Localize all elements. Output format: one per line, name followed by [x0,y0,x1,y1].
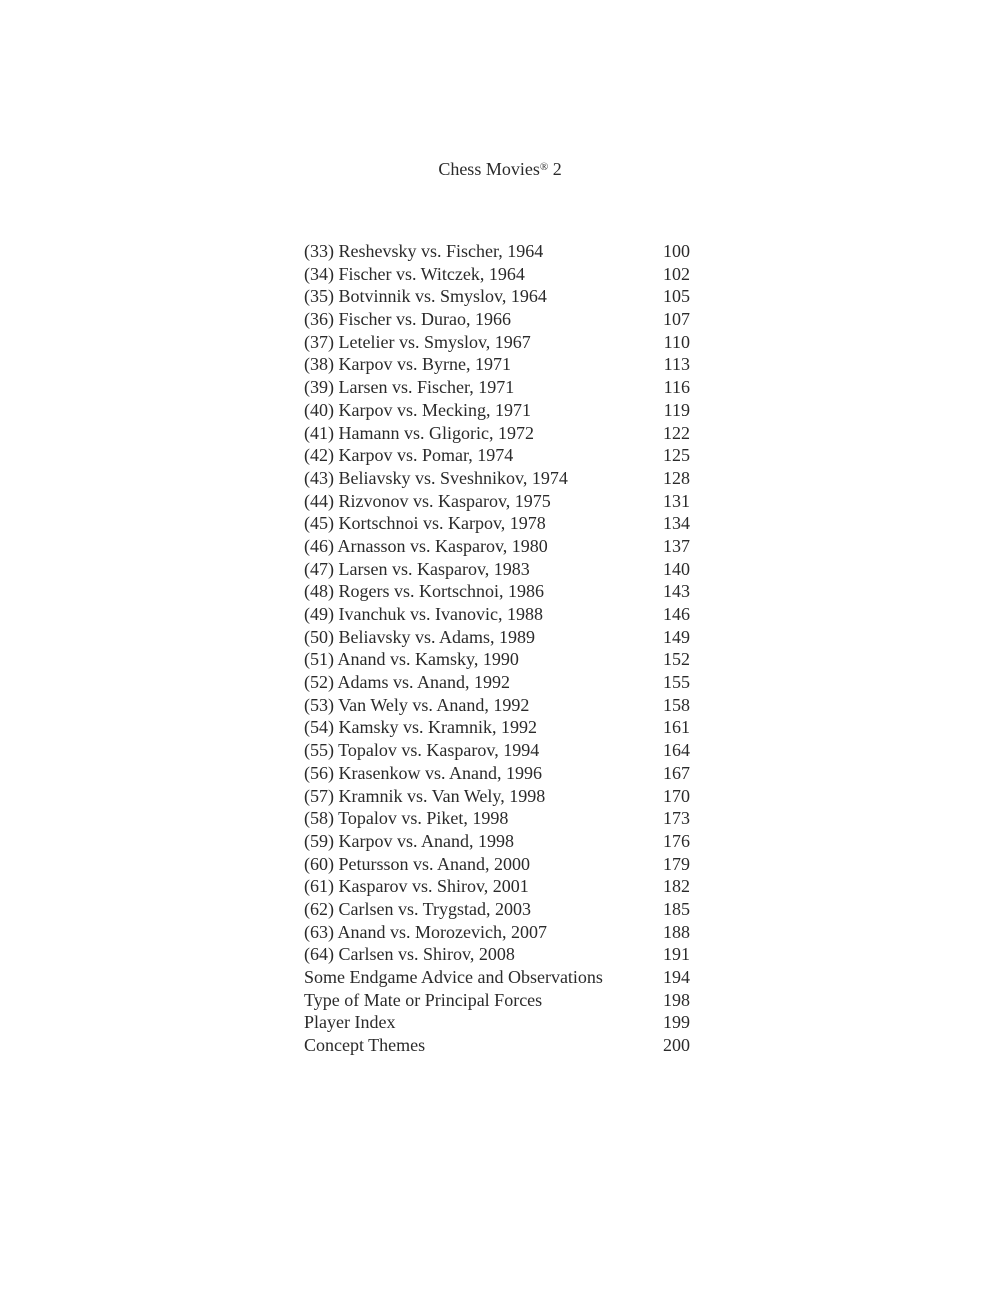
toc-entry-page: 167 [663,762,690,783]
toc-entry-title: (56) Krasenkow vs. Anand, 1996 [304,762,542,783]
toc-entry [304,1034,690,1057]
toc-entry [304,898,690,921]
toc-entry-page: 199 [663,1012,690,1033]
toc-entry-title: (54) Kamsky vs. Kramnik, 1992 [304,717,537,738]
toc-entry-page: 110 [663,331,690,352]
toc-entry-title: (41) Hamann vs. Gligoric, 1972 [304,422,534,443]
toc-entry [304,648,690,671]
toc-entry-page: 182 [663,876,690,897]
toc-entry-title: (48) Rogers vs. Kortschnoi, 1986 [304,581,544,602]
toc-entry [304,943,690,966]
toc-entry-page: 125 [663,445,690,466]
toc-entry-title: (57) Kramnik vs. Van Wely, 1998 [304,785,546,806]
toc-entry-page: 164 [663,740,690,761]
toc-entry [304,694,690,717]
toc-entry-page: 149 [663,626,690,647]
toc-entry-page: 191 [663,944,690,965]
toc-entry-page: 179 [663,853,690,874]
toc-entry [304,921,690,944]
toc-entry [304,739,690,762]
toc-entry-title: (59) Karpov vs. Anand, 1998 [304,830,514,851]
toc-entry-title: Concept Themes [304,1035,426,1056]
toc-entry-title: (61) Kasparov vs. Shirov, 2001 [304,876,529,897]
toc-entry-title: (39) Larsen vs. Fischer, 1971 [304,377,515,398]
toc-entry-page: 200 [663,1035,690,1056]
toc-entry-title: (63) Anand vs. Morozevich, 2007 [304,921,547,942]
registered-mark: ® [539,161,549,173]
toc-entry [304,353,690,376]
toc-entry-page: 155 [663,672,690,693]
toc-entry [304,535,690,558]
toc-entry-title: (33) Reshevsky vs. Fischer, 1964 [304,241,544,261]
toc-entry-page: 188 [663,921,690,942]
toc-entry [304,1011,690,1034]
toc-entry-page: 185 [663,898,690,919]
toc-entry-title: (46) Arnasson vs. Kasparov, 1980 [304,535,548,556]
toc-entry [304,875,690,898]
toc-entry-title: Type of Mate or Principal Forces [304,989,543,1010]
toc-entry [304,671,690,694]
toc-entry-title: (53) Van Wely vs. Anand, 1992 [304,694,530,715]
toc-entry [304,285,690,308]
toc-entry-title: (44) Rizvonov vs. Kasparov, 1975 [304,490,551,511]
toc-entry-page: 131 [663,490,690,511]
toc-entry-page: 100 [663,241,690,261]
running-head [0,158,1000,180]
toc-entry-page: 119 [663,399,690,420]
toc-entry-page: 137 [663,535,690,556]
toc-entry [304,580,690,603]
toc-entry-page: 113 [663,354,690,375]
toc-entry [304,853,690,876]
toc-entry [304,467,690,490]
toc-entry-title: (40) Karpov vs. Mecking, 1971 [304,399,531,420]
toc-entry-page: 176 [663,830,690,851]
toc-entry [304,762,690,785]
toc-entry-title: (34) Fischer vs. Witczek, 1964 [304,263,525,284]
volume-number: 2 [552,159,562,179]
toc-entry [304,263,690,286]
toc-entry-page: 161 [663,717,690,738]
toc-entry [304,603,690,626]
toc-entry [304,512,690,535]
toc-entry-title: (47) Larsen vs. Kasparov, 1983 [304,558,530,579]
toc-entry-page: 170 [663,785,690,806]
toc-entry [304,807,690,830]
toc-entry [304,444,690,467]
table-of-contents [304,240,690,1057]
toc-entry-page: 122 [663,422,690,443]
book-title: Chess Movies [438,159,540,179]
toc-entry-page: 158 [663,694,690,715]
toc-entry [304,626,690,649]
toc-entry-title: (50) Beliavsky vs. Adams, 1989 [304,626,535,647]
toc-entry-page: 146 [663,604,690,624]
toc-entry-page: 128 [663,467,690,488]
toc-entry [304,399,690,422]
toc-entry-title: Player Index [304,1012,396,1033]
toc-entry [304,376,690,399]
toc-entry-page: 105 [663,286,690,307]
toc-entry [304,558,690,581]
toc-entry-page: 134 [663,513,690,534]
toc-entry-title: (52) Adams vs. Anand, 1992 [304,672,510,693]
toc-entry [304,989,690,1012]
toc-entry-page: 107 [663,309,690,330]
toc-entry [304,966,690,989]
toc-entry-title: (64) Carlsen vs. Shirov, 2008 [304,944,515,965]
toc-entry [304,830,690,853]
toc-entry-title: (60) Petursson vs. Anand, 2000 [304,853,530,874]
toc-entry-page: 143 [663,581,690,602]
toc-entry-title: Some Endgame Advice and Observations [304,967,603,987]
toc-entry-title: (42) Karpov vs. Pomar, 1974 [304,445,514,466]
toc-entry-title: (49) Ivanchuk vs. Ivanovic, 1988 [304,604,543,624]
toc-entry-page: 116 [663,377,690,398]
toc-entry [304,240,690,263]
toc-entry-page: 173 [663,808,690,829]
toc-entry-title: (43) Beliavsky vs. Sveshnikov, 1974 [304,467,568,488]
toc-entry [304,331,690,354]
toc-entry-title: (55) Topalov vs. Kasparov, 1994 [304,740,540,761]
toc-entry-title: (36) Fischer vs. Durao, 1966 [304,309,511,330]
toc-entry-title: (37) Letelier vs. Smyslov, 1967 [304,331,531,352]
toc-entry [304,422,690,445]
toc-entry [304,785,690,808]
toc-entry-title: (45) Kortschnoi vs. Karpov, 1978 [304,513,546,534]
toc-entry [304,716,690,739]
toc-entry-page: 140 [663,558,690,579]
toc-entry-title: (51) Anand vs. Kamsky, 1990 [304,649,519,670]
toc-entry-title: (35) Botvinnik vs. Smyslov, 1964 [304,286,547,307]
toc-entry-title: (38) Karpov vs. Byrne, 1971 [304,354,511,375]
toc-entry-title: (58) Topalov vs. Piket, 1998 [304,808,509,829]
toc-entry-page: 194 [663,967,690,987]
toc-entry-page: 198 [663,989,690,1010]
toc-entry [304,308,690,331]
toc-entry [304,490,690,513]
toc-entry-title: (62) Carlsen vs. Trygstad, 2003 [304,898,532,919]
toc-entry-page: 152 [663,649,690,670]
toc-entry-page: 102 [663,263,690,284]
